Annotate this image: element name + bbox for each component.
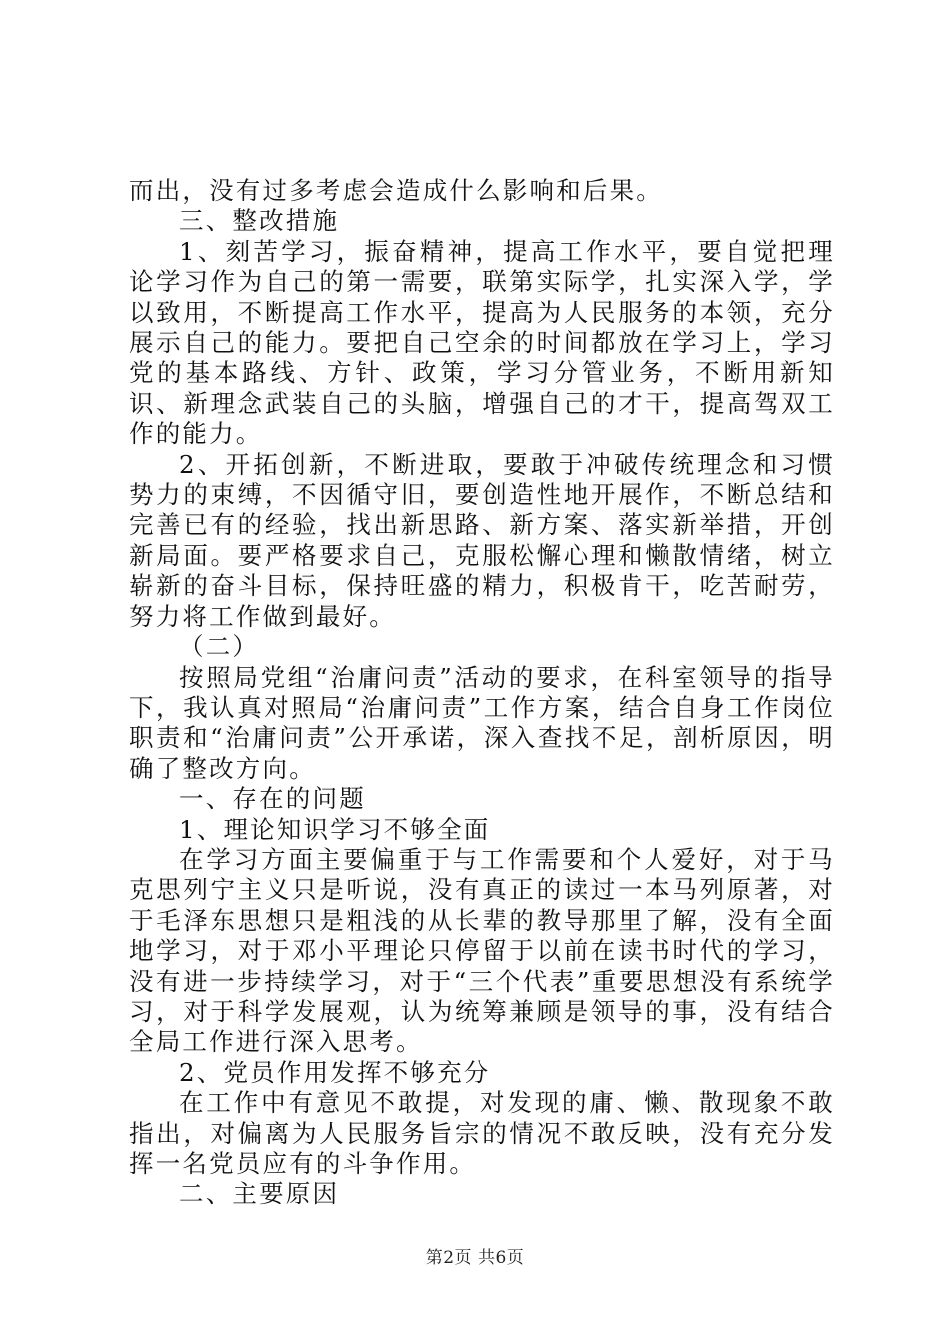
heading-rectification-measures: 三、整改措施 (179, 206, 340, 236)
subheading-party-member-role: 2、党员作用发挥不够充分 (179, 1057, 491, 1087)
document-body (129, 176, 835, 1210)
paragraph-intro: 按照局党组“治庸问责”活动的要求，在科室领导的指导下，我认真对照局“治庸问责”工作方案，结合自身工作岗位职责和“治庸问责”公开承诺，深入查找不足，剖析原因，明确了整改方向。 (129, 662, 835, 783)
subheading-theory-study: 1、理论知识学习不够全面 (179, 814, 491, 844)
section-marker-two: （二） (179, 632, 260, 662)
heading-existing-problems: 一、存在的问题 (179, 784, 366, 814)
page-footer: 第2页 共6页 (425, 1248, 525, 1268)
heading-main-causes: 二、主要原因 (179, 1179, 340, 1209)
paragraph-party-member-role: 在工作中有意见不敢提，对发现的庸、懒、散现象不敢指出，对偏离为人民服务旨宗的情况不敢反映，没有充分发挥一名党员应有的斗争作用。 (129, 1088, 835, 1178)
paragraph-measure-2: 2、开拓创新，不断进取，要敢于冲破传统理念和习惯势力的束缚，不因循守旧，要创造性地开展作，不断总结和完善已有的经验，找出新思路、新方案、落实新举措，开创新局面。要严格要求自己，克服松懈心理和懒散情绪，树立崭新的奋斗目标，保持旺盛的精力，积极肯干，吃苦耐劳，努力将工作做到最好。 (129, 449, 835, 631)
paragraph-measure-1: 1、刻苦学习，振奋精神，提高工作水平，要自觉把理论学习作为自己的第一需要，联第实际学，扎实深入学，学以致用，不断提高工作水平，提高为人民服务的本领，充分展示自己的能力。要把自己空余的时间都放在学习上，学习党的基本路线、方针、政策，学习分管业务，不断用新知识、新理念武装自己的头脑，增强自己的才干，提高驾双工作的能力。 (129, 236, 835, 449)
paragraph-theory-study: 在学习方面主要偏重于与工作需要和个人爱好，对于马克思列宁主义只是听说，没有真正的读过一本马列原著，对于毛泽东思想只是粗浅的从长辈的教导那里了解，没有全面地学习，对于邓小平理论只停留于以前在读书时代的学习，没有进一步持续学习，对于“三个代表”重要思想没有系统学习，对于科学发展观，认为统筹兼顾是领导的事，没有结合全局工作进行深入思考。 (129, 844, 835, 1057)
paragraph-continuation: 而出，没有过多考虑会造成什么影响和后果。 (129, 176, 663, 205)
